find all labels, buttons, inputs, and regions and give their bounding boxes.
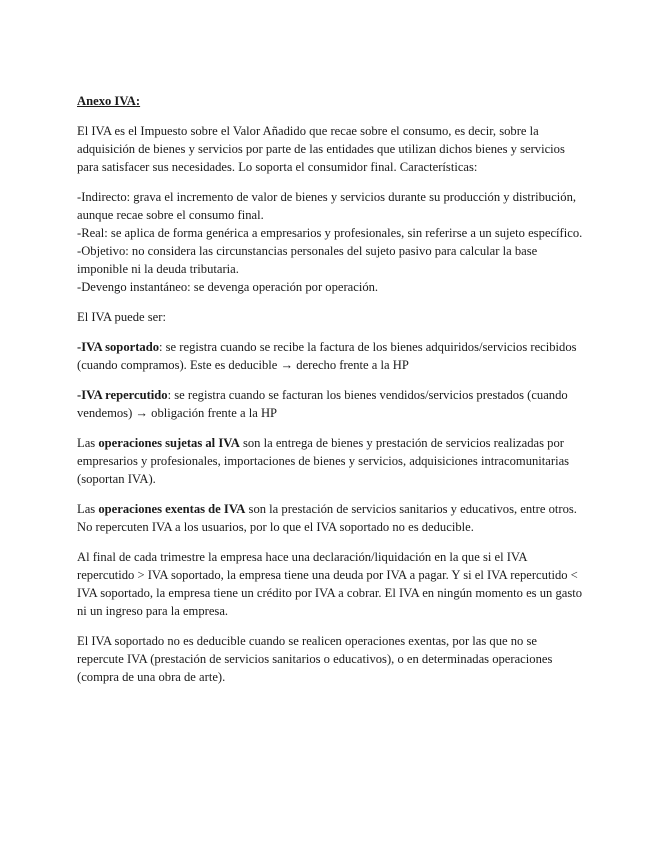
operaciones-sujetas-prefix: Las: [77, 436, 99, 450]
characteristic-item: -Objetivo: no considera las circunstancias personales del sujeto pasivo para calcular la base imponible ni la deuda tributaria.: [77, 244, 538, 276]
types-intro: El IVA puede ser:: [77, 310, 166, 324]
iva-soportado-term: -IVA soportado: [77, 340, 159, 354]
document-title: Anexo IVA:: [77, 94, 141, 108]
document-page: [77, 92, 585, 698]
characteristic-item: -Real: se aplica de forma genérica a empresarios y profesionales, sin referirse a un sujeto específico.: [77, 226, 583, 240]
iva-repercutido-term: -IVA repercutido: [77, 388, 168, 402]
intro-paragraph: El IVA es el Impuesto sobre el Valor Añadido que recae sobre el consumo, es decir, sobre la adquisición de bienes y servicios por parte de las entidades que utilizan dichos bienes y servicios para satisfacer sus necesidades. Lo soporta el consumidor final. Características:: [77, 124, 565, 174]
operaciones-exentas-term: operaciones exentas de IVA: [98, 502, 246, 516]
iva-repercutido-text: : se registra cuando se facturan los bienes vendidos/servicios prestados (cuando vendemos) → obligación frente a la HP: [77, 388, 568, 420]
iva-soportado-text: : se registra cuando se recibe la factura de los bienes adquiridos/servicios recibidos (cuando compramos). Este es deducible → derecho frente a la HP: [77, 340, 577, 372]
operaciones-sujetas-text: son la entrega de bienes y prestación de servicios realizadas por empresarios y profesionales, importaciones de bienes y servicios, adquisiciones intracomunitarias (soportan IVA).: [77, 436, 570, 486]
operaciones-sujetas-paragraph: [77, 434, 585, 488]
operaciones-exentas-prefix: Las: [77, 502, 99, 516]
characteristic-item: -Indirecto: grava el incremento de valor de bienes y servicios durante su producción y distribución, aunque recae sobre el consumo final.: [77, 190, 577, 222]
operaciones-sujetas-term: operaciones sujetas al IVA: [98, 436, 240, 450]
no-deducible-paragraph: El IVA soportado no es deducible cuando se realicen operaciones exentas, por las que no se repercute IVA (prestación de servicios sanitarios o educativos), o en determinadas operaciones (compra de una obra de arte).: [77, 634, 553, 684]
operaciones-exentas-text: son la prestación de servicios sanitarios y educativos, entre otros. No repercuten IVA a los usuarios, por lo que el IVA soportado no es deducible.: [77, 502, 577, 534]
characteristic-item: -Devengo instantáneo: se devenga operación por operación.: [77, 280, 379, 294]
characteristics-list: [77, 188, 585, 296]
operaciones-exentas-paragraph: [77, 500, 585, 536]
iva-repercutido-paragraph: [77, 386, 585, 422]
iva-soportado-paragraph: [77, 338, 585, 374]
liquidacion-paragraph: Al final de cada trimestre la empresa hace una declaración/liquidación en la que si el IVA repercutido > IVA soportado, la empresa tiene una deuda por IVA a pagar. Y si el IVA repercutido < IVA soportado, la empresa tiene un crédito por IVA a cobrar. El IVA en ningún momento es un gasto ni un ingreso para la empresa.: [77, 550, 583, 618]
